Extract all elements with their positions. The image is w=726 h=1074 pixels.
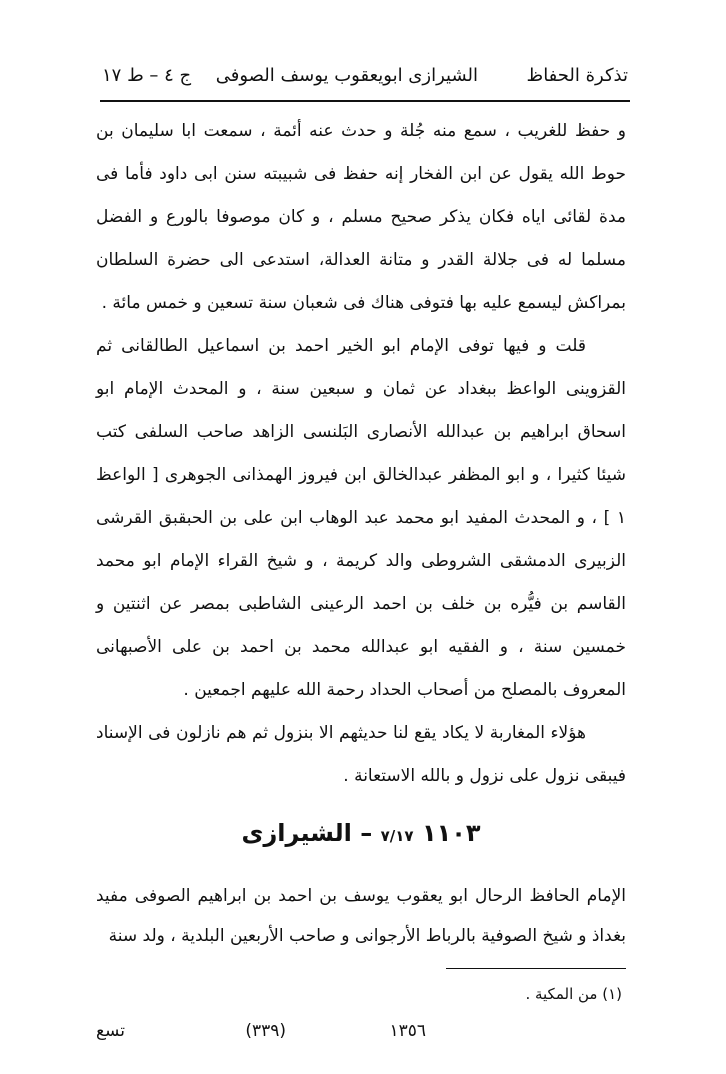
entry-dash: – <box>360 819 373 847</box>
footer-global-number: ١٣٥٦ <box>389 1021 426 1041</box>
header-entry-name: الشيرازى ابويعقوب يوسف الصوفى <box>215 65 478 86</box>
main-text <box>96 110 626 798</box>
footer-page-number: (٣٣٩) <box>245 1021 286 1041</box>
footnote-rule <box>446 968 626 969</box>
page-footer <box>96 1016 626 1046</box>
entry-tabaqa-fraction: ٧/١٧ <box>380 827 414 845</box>
entry-heading <box>96 808 626 858</box>
footnote: (١) من المكية . <box>525 985 622 1003</box>
header-volume-tabaqa: ج ٤ – ط ١٧ <box>102 65 192 86</box>
header-book-title: تذكرة الحفاظ <box>526 65 628 86</box>
paragraph-deaths: قلت و فيها توفى الإمام ابو الخير احمد بن اسماعيل الطالقانى ثم القزوينى الواعظ ببغداد عن ثمان و سبعين سنة ، و المحدث الإمام ابو اسحاق ابراهيم بن عبدالله الأنصارى البَلنسى الزاهد صاحب السلفى كتب شيئا كثيرا ، و ابو المظفر عبدالخالق ابن فيروز الهمذانى الجوهرى [ الواعظ ١ ] ، و المحدث المفيد ابو محمد عبد الوهاب ابن على بن الحبقبق القرشى الزبيرى الدمشقى الشروطى والد كريمة ، و شيخ القراء الإمام ابو محمد القاسم بن فيُّره بن خلف بن احمد الرعينى الشاطبى بمصر عن اثنتين و خمسين سنة ، و الفقيه ابو عبدالله محمد بن احمد بن على الأصبهانى المعروف بالمصلح من أصحاب الحداد رحمة الله عليهم اجمعين . <box>96 336 626 700</box>
paragraph-remark: هؤلاء المغاربة لا يكاد يقع لنا حديثهم الا بنزول ثم هم نازلون فى الإسناد فيبقى نزول على نزول و بالله الاستعانة . <box>96 723 626 786</box>
entry-name: الشيرازى <box>241 819 352 847</box>
paragraph-continuation: و حفظ للغريب ، سمع منه جُلة و حدث عنه أئمة ، سمعت ابا سليمان بن حوط الله يقول عن ابن الفخار إنه حفظ فى شبيبته سنن ابى داود فأما فى مدة لقائى اياه فكان يذكر صحيح مسلم ، و كان موصوفا بالورع و الفضل مسلما له فى جلالة القدر و متانة العدالة، استدعى الى حضرة السلطان بمراكش ليسمع عليه بها فتوفى هناك فى شعبان سنة تسعين و خمس مائة . <box>96 121 626 313</box>
footer-signature: تسع <box>96 1021 125 1041</box>
entry-biography: الإمام الحافظ الرحال ابو يعقوب يوسف بن احمد بن ابراهيم الصوفى مفيد بغداذ و شيخ الصوفية بالرباط الأرجوانى و صاحب الأربعين البلدية ، ولد سنة <box>96 886 626 946</box>
header-rule <box>100 100 630 102</box>
entry-number: ١١٠٣ <box>421 819 481 847</box>
running-header <box>102 58 628 94</box>
